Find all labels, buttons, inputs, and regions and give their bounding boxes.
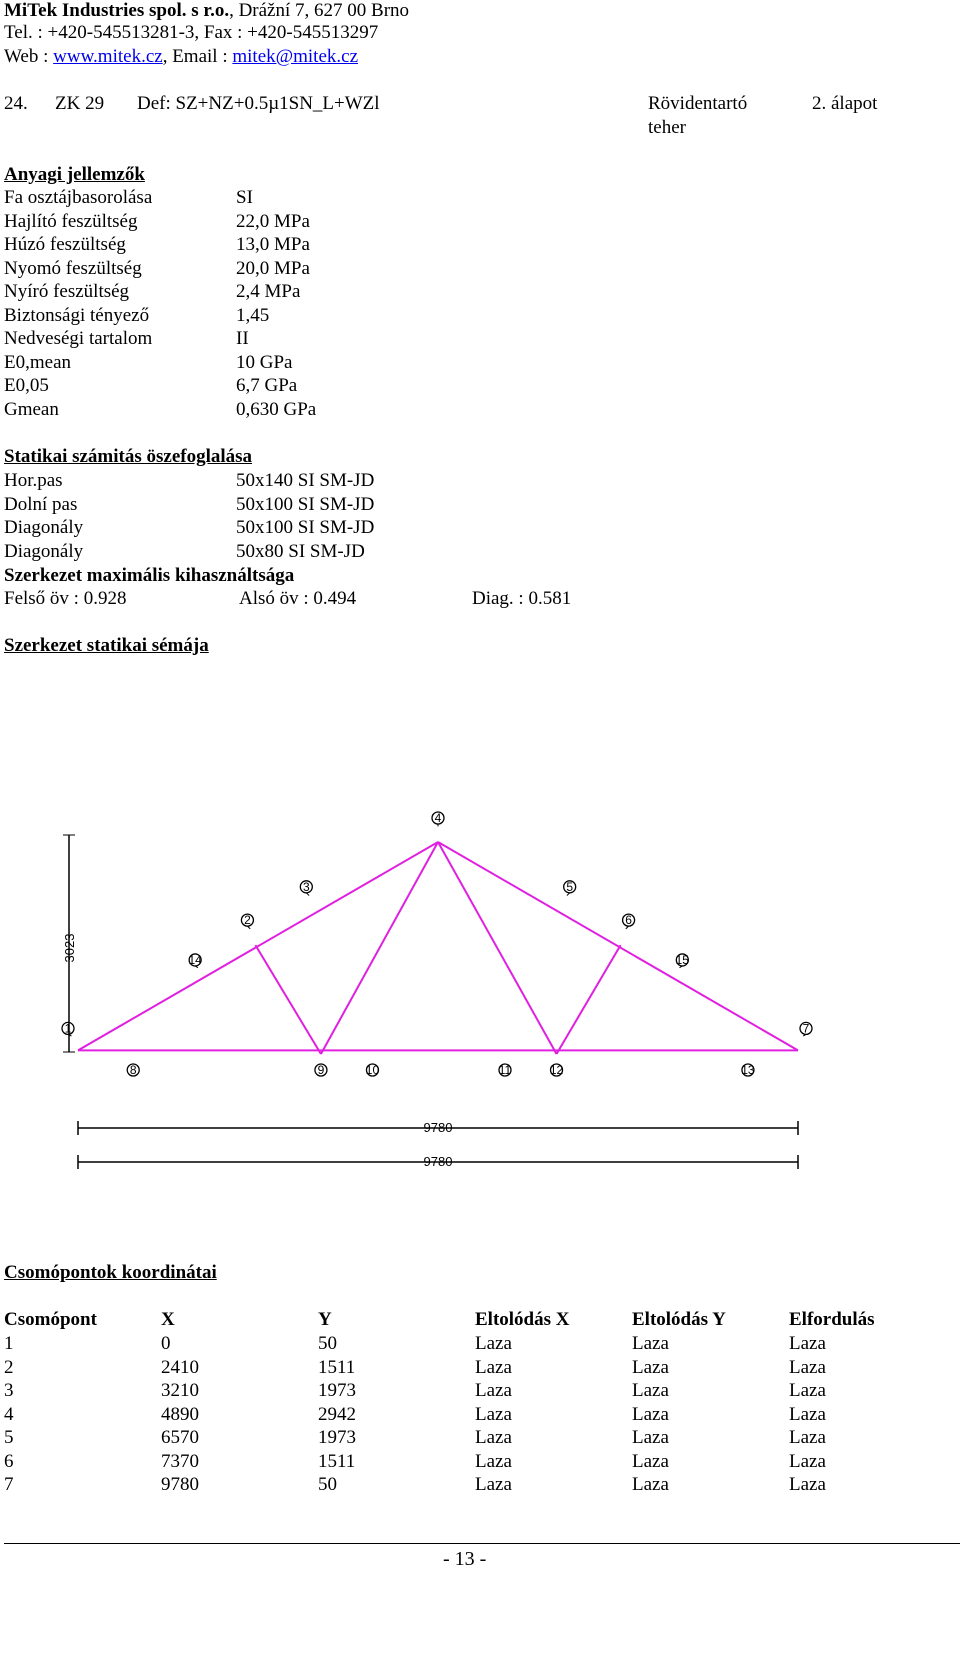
- cell-shift-x: Laza: [475, 1380, 512, 1401]
- table-row: [4, 1474, 904, 1499]
- table-row: [4, 1333, 904, 1358]
- cell-x: 4890: [161, 1403, 199, 1425]
- member-section: 50x140 SI SM-JD: [236, 470, 375, 491]
- cell-node: 7: [4, 1474, 14, 1495]
- summary-row: [4, 494, 904, 519]
- node-label-7: 7: [802, 1021, 810, 1036]
- truss-member-4-7: [438, 842, 798, 1050]
- cell-shift-y: Laza: [632, 1380, 669, 1401]
- node-label-14: 14: [188, 952, 202, 967]
- footer-rule: [4, 1543, 960, 1544]
- cell-shift-x: Laza: [475, 1333, 512, 1354]
- summary-row: [4, 541, 904, 566]
- node-label-8: 8: [129, 1063, 137, 1077]
- summary-row: [4, 470, 904, 495]
- cell-x: 7370: [161, 1450, 199, 1472]
- material-value: 2,4 MPa: [236, 281, 301, 302]
- util-lower: Alsó öv : 0.494: [239, 588, 357, 609]
- table-row: [4, 1427, 904, 1452]
- cell-node: 5: [4, 1427, 14, 1448]
- span-dim-1-label: 9780: [423, 1120, 453, 1135]
- cell-shift-x: Laza: [475, 1450, 512, 1472]
- truss-node-labels: [62, 811, 812, 1077]
- cell-shift-y: Laza: [632, 1403, 669, 1425]
- web-label: Web :: [4, 46, 54, 67]
- table-row: [4, 1357, 904, 1382]
- node-label-5: 5: [566, 879, 574, 894]
- node-label-1: 1: [64, 1021, 72, 1036]
- nodes-table-title: Csomópontok koordinátai: [4, 1262, 217, 1283]
- header-y: Y: [318, 1309, 332, 1330]
- company-line: [4, 0, 409, 22]
- truss-member-12-6: [557, 945, 621, 1054]
- cell-node: 2: [4, 1356, 14, 1378]
- summary-row: [4, 517, 904, 542]
- header-shift-y: Eltolódás Y: [632, 1309, 726, 1330]
- truss-member-9-4: [321, 842, 438, 1054]
- node-label-11: 11: [498, 1063, 512, 1077]
- cell-node: 4: [4, 1403, 14, 1425]
- member-label: Diagonály: [4, 540, 84, 562]
- material-label: Húzó feszültség: [4, 234, 126, 255]
- web-link[interactable]: www.mitek.cz: [53, 46, 163, 67]
- cell-shift-y: Laza: [632, 1333, 669, 1354]
- material-label: Nyíró feszültség: [4, 281, 130, 302]
- cell-y: 1973: [318, 1380, 356, 1401]
- material-value: SI: [236, 187, 253, 208]
- email-label: , Email :: [162, 46, 233, 67]
- cell-x: 0: [161, 1333, 171, 1354]
- span-dim-2-label: 9780: [423, 1154, 453, 1169]
- material-label: Biztonsági tényező: [4, 304, 150, 326]
- member-section: 50x80 SI SM-JD: [236, 540, 365, 562]
- cell-rotation: Laza: [789, 1356, 826, 1378]
- material-label: E0,mean: [4, 351, 72, 373]
- cell-node: 6: [4, 1450, 14, 1472]
- utilization-title: Szerkezet maximális kihasználtsága: [4, 565, 295, 586]
- util-upper: Felső öv : 0.928: [4, 588, 127, 609]
- material-title: Anyagi jellemzők: [4, 164, 145, 185]
- material-row: [4, 399, 904, 424]
- node-label-12: 12: [549, 1063, 564, 1077]
- node-label-10: 10: [365, 1063, 380, 1077]
- material-row: [4, 258, 904, 283]
- member-section: 50x100 SI SM-JD: [236, 493, 375, 515]
- cell-x: 3210: [161, 1380, 199, 1401]
- material-value: II: [236, 328, 249, 349]
- material-row: [4, 234, 904, 259]
- header-node: Csomópont: [4, 1309, 97, 1330]
- cell-x: 2410: [161, 1356, 199, 1378]
- table-row: [4, 1451, 904, 1476]
- cell-y: 50: [318, 1474, 337, 1495]
- material-value: 10 GPa: [236, 351, 293, 373]
- cell-node: 3: [4, 1380, 14, 1401]
- loadcase-def: Def: SZ+NZ+0.5µ1SN_L+WZl: [137, 93, 380, 114]
- cell-rotation: Laza: [789, 1427, 826, 1448]
- header-shift-x: Eltolódás X: [475, 1309, 570, 1330]
- member-section: 50x100 SI SM-JD: [236, 517, 375, 538]
- loadcase-num: 24.: [4, 93, 28, 114]
- cell-rotation: Laza: [789, 1380, 826, 1401]
- member-label: Dolní pas: [4, 493, 78, 515]
- cell-y: 50: [318, 1333, 337, 1354]
- node-label-3: 3: [302, 879, 310, 894]
- cell-rotation: Laza: [789, 1333, 826, 1354]
- material-label: Nedveségi tartalom: [4, 328, 153, 349]
- loadcase-type-2: teher: [648, 117, 686, 138]
- material-label: Gmean: [4, 398, 59, 420]
- material-value: 0,630 GPa: [236, 398, 317, 420]
- page-number: - 13 -: [443, 1548, 487, 1570]
- material-label: Hajlító feszültség: [4, 210, 138, 232]
- tel-line: Tel. : +420-545513281-3, Fax : +420-545513297: [4, 22, 379, 43]
- material-row: [4, 305, 904, 330]
- cell-y: 1973: [318, 1427, 356, 1448]
- material-row: [4, 352, 904, 377]
- material-row: [4, 281, 904, 306]
- loadcase-state: 2. álapot: [812, 93, 878, 114]
- member-label: Hor.pas: [4, 470, 63, 491]
- truss-member-1-4: [78, 842, 438, 1050]
- cell-node: 1: [4, 1333, 14, 1354]
- node-label-9: 9: [317, 1063, 325, 1077]
- truss-member-2-9: [255, 945, 321, 1054]
- cell-y: 1511: [318, 1356, 356, 1378]
- company-address: , Drážní 7, 627 00 Brno: [229, 0, 410, 21]
- loadcase-code: ZK 29: [55, 93, 105, 114]
- table-row: [4, 1404, 904, 1429]
- node-label-2: 2: [244, 913, 251, 928]
- header-rotation: Elfordulás: [789, 1309, 875, 1330]
- util-diag: Diag. : 0.581: [472, 588, 572, 609]
- material-row: [4, 328, 904, 353]
- nodes-table-header: [4, 1309, 904, 1334]
- cell-y: 2942: [318, 1403, 356, 1425]
- truss-member-4-12: [438, 842, 557, 1054]
- summary-title: Statikai számitás öszefoglalása: [4, 446, 253, 467]
- material-value: 22,0 MPa: [236, 210, 310, 232]
- cell-shift-y: Laza: [632, 1474, 669, 1495]
- header-x: X: [161, 1309, 175, 1330]
- cell-x: 9780: [161, 1474, 199, 1495]
- cell-shift-y: Laza: [632, 1450, 669, 1472]
- material-label: Fa osztájbasorolása: [4, 187, 153, 208]
- material-row: [4, 211, 904, 236]
- cell-shift-y: Laza: [632, 1427, 669, 1448]
- web-line: [4, 46, 358, 68]
- material-row: [4, 187, 904, 212]
- material-row: [4, 375, 904, 400]
- cell-x: 6570: [161, 1427, 199, 1448]
- cell-shift-x: Laza: [475, 1474, 512, 1495]
- scheme-title: Szerkezet statikai sémája: [4, 635, 209, 656]
- truss-diagram: [0, 780, 960, 1280]
- company-name: MiTek Industries spol. s r.o.: [4, 0, 230, 21]
- cell-rotation: Laza: [789, 1403, 826, 1425]
- material-label: Nyomó feszültség: [4, 257, 142, 279]
- cell-rotation: Laza: [789, 1450, 826, 1472]
- material-value: 20,0 MPa: [236, 257, 310, 279]
- truss-ticks: [68, 824, 806, 1064]
- cell-shift-x: Laza: [475, 1427, 512, 1448]
- material-value: 1,45: [236, 304, 270, 326]
- cell-rotation: Laza: [789, 1474, 826, 1495]
- material-value: 6,7 GPa: [236, 375, 298, 396]
- cell-shift-y: Laza: [632, 1356, 669, 1378]
- height-dim-label: 3023: [62, 933, 77, 963]
- material-value: 13,0 MPa: [236, 234, 310, 255]
- cell-shift-x: Laza: [475, 1356, 512, 1378]
- email-link[interactable]: mitek@mitek.cz: [232, 46, 359, 67]
- node-label-6: 6: [625, 913, 632, 928]
- material-label: E0,05: [4, 375, 49, 396]
- cell-y: 1511: [318, 1450, 356, 1472]
- table-row: [4, 1380, 904, 1405]
- loadcase-type-1: Rövidentartó: [648, 93, 748, 114]
- node-label-15: 15: [675, 952, 689, 967]
- node-label-13: 13: [741, 1063, 755, 1077]
- cell-shift-x: Laza: [475, 1403, 512, 1425]
- node-label-4: 4: [434, 811, 442, 825]
- truss-members: [78, 842, 798, 1054]
- member-label: Diagonály: [4, 517, 84, 538]
